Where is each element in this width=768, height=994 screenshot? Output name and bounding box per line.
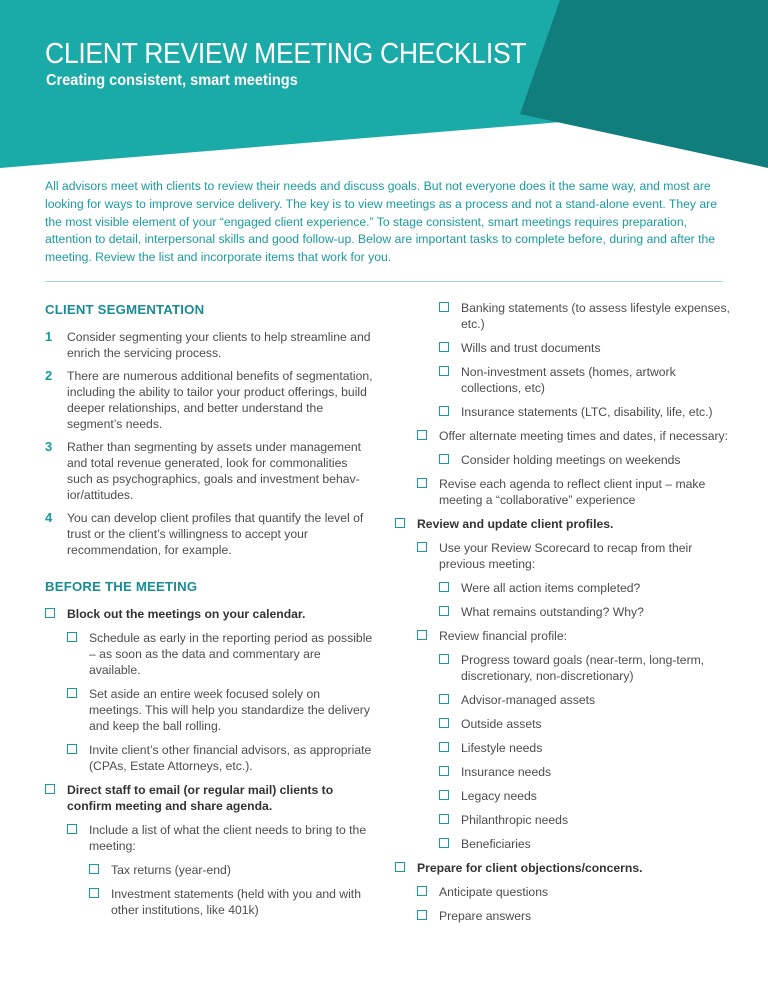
checklist-item xyxy=(45,822,375,854)
item-text: There are numerous additional benefits of segmentation, including the ability to tailor your product offerings, build deeper relationships, and better understand the segment’s needs. xyxy=(67,369,373,431)
checkbox[interactable] xyxy=(417,886,427,896)
checkbox[interactable] xyxy=(439,694,449,704)
checklist-item xyxy=(395,860,735,876)
checklist-item xyxy=(395,884,735,900)
checklist-item xyxy=(45,686,375,734)
checkbox[interactable] xyxy=(439,342,449,352)
checklist-item xyxy=(395,300,735,332)
right-column xyxy=(395,300,735,932)
checklist-item xyxy=(395,364,735,396)
checkbox[interactable] xyxy=(67,744,77,754)
segmentation-list xyxy=(45,329,375,558)
item-text: Consider segmenting your clients to help streamline and enrich the servicing process. xyxy=(67,330,371,360)
checklist-item-text: Legacy needs xyxy=(461,789,537,803)
checkbox[interactable] xyxy=(67,632,77,642)
checkbox[interactable] xyxy=(395,518,405,528)
before-meeting-checklist-right xyxy=(395,300,735,924)
checklist-item-text: Invite client’s other financial advisors, as appropriate (CPAs, Estate Attorneys, etc.). xyxy=(89,743,372,773)
checkbox[interactable] xyxy=(417,910,427,920)
checkbox[interactable] xyxy=(417,430,427,440)
checklist-item xyxy=(45,886,375,918)
checkbox[interactable] xyxy=(439,406,449,416)
checklist-item xyxy=(395,652,735,684)
item-number: 4 xyxy=(45,510,53,525)
checklist-item xyxy=(395,908,735,924)
checklist-item xyxy=(395,604,735,620)
checkbox[interactable] xyxy=(395,862,405,872)
item-number: 1 xyxy=(45,329,53,344)
segmentation-heading: CLIENT SEGMENTATION xyxy=(45,302,205,317)
segmentation-item xyxy=(45,329,375,361)
checkbox[interactable] xyxy=(45,608,55,618)
checklist-item-text: Wills and trust documents xyxy=(461,341,601,355)
section-divider xyxy=(45,281,723,282)
checkbox[interactable] xyxy=(439,718,449,728)
intro-paragraph: All advisors meet with clients to review their needs and discuss goals. But not everyone does it the same way, and most are looking for ways to improve service delivery. The key is to view meetings as a process and not a stand-alone event. They are the most visible element of your “engaged client experience.” To stage consistent, smart meetings requires preparation, attention to detail, interpersonal skills and good follow-up. Below are important tasks to complete before, during and after the meeting. Review the list and incorporate items that work for you. xyxy=(45,179,718,265)
checklist-item-text: Block out the meetings on your calendar. xyxy=(67,607,306,621)
checkbox[interactable] xyxy=(417,478,427,488)
checklist-item-text: Progress toward goals (near-term, long-term, discretionary, non-discretionary) xyxy=(461,653,705,683)
page-subtitle: Creating consistent, smart meetings xyxy=(46,72,298,89)
segmentation-item xyxy=(45,510,375,558)
checklist-item-text: Schedule as early in the reporting period as possible – as soon as the data and commentary are available. xyxy=(89,631,373,677)
checkbox[interactable] xyxy=(417,542,427,552)
item-text: You can develop client profiles that quantify the level of trust or the client’s willingness to accept your recommendation, for example. xyxy=(67,511,364,557)
checklist-item xyxy=(395,812,735,828)
checklist-item xyxy=(395,628,735,644)
checklist-item xyxy=(395,740,735,756)
checklist-item-text: Insurance statements (LTC, disability, life, etc.) xyxy=(461,405,713,419)
checkbox[interactable] xyxy=(417,630,427,640)
checklist-item xyxy=(395,404,735,420)
checklist-item xyxy=(395,716,735,732)
segmentation-item xyxy=(45,368,375,432)
checklist-item xyxy=(45,630,375,678)
checklist-item-text: Banking statements (to assess lifestyle expenses, etc.) xyxy=(461,301,730,331)
checkbox[interactable] xyxy=(439,742,449,752)
checklist-item-text: Include a list of what the client needs to bring to the meeting: xyxy=(89,823,367,853)
checklist-item-text: Non-investment assets (homes, artwork collections, etc) xyxy=(461,365,676,395)
checklist-item xyxy=(395,836,735,852)
checkbox[interactable] xyxy=(439,454,449,464)
segmentation-item xyxy=(45,439,375,503)
checkbox[interactable] xyxy=(89,888,99,898)
banner-dark-shape xyxy=(520,0,768,168)
checkbox[interactable] xyxy=(439,302,449,312)
checkbox[interactable] xyxy=(67,688,77,698)
checklist-item-text: Review and update client profiles. xyxy=(417,517,614,531)
page-title: CLIENT REVIEW MEETING CHECKLIST xyxy=(45,38,527,70)
checklist-item-text: Prepare answers xyxy=(439,909,532,923)
checklist-item-text: Advisor-managed assets xyxy=(461,693,596,707)
checklist-item-text: Philanthropic needs xyxy=(461,813,569,827)
checklist-item-text: Direct staff to email (or regular mail) clients to confirm meeting and share agenda. xyxy=(67,783,334,813)
checkbox[interactable] xyxy=(67,824,77,834)
checkbox[interactable] xyxy=(89,864,99,874)
checklist-item xyxy=(395,476,735,508)
before-meeting-checklist-left xyxy=(45,606,375,918)
checkbox[interactable] xyxy=(439,790,449,800)
checkbox[interactable] xyxy=(439,814,449,824)
checkbox[interactable] xyxy=(439,582,449,592)
checklist-item xyxy=(45,862,375,878)
checklist-item-text: Review financial profile: xyxy=(439,629,568,643)
checklist-item xyxy=(395,764,735,780)
checklist-item-text: Consider holding meetings on weekends xyxy=(461,453,681,467)
checklist-item xyxy=(395,452,735,468)
checklist-item xyxy=(45,606,375,622)
checklist-item-text: Set aside an entire week focused solely on meetings. This will help you standardize the delivery and keep the ball rolling. xyxy=(89,687,370,733)
checklist-item xyxy=(395,788,735,804)
checklist-item-text: Insurance needs xyxy=(461,765,552,779)
checklist-item-text: Use your Review Scorecard to recap from their previous meeting: xyxy=(439,541,693,571)
left-column xyxy=(45,300,375,926)
checkbox[interactable] xyxy=(439,606,449,616)
checklist-item-text: Lifestyle needs xyxy=(461,741,543,755)
checklist-item-text: Prepare for client objections/concerns. xyxy=(417,861,643,875)
checkbox[interactable] xyxy=(439,654,449,664)
checklist-item xyxy=(395,516,735,532)
checklist-item xyxy=(395,540,735,572)
checklist-item-text: Were all action items completed? xyxy=(461,581,641,595)
checkbox[interactable] xyxy=(439,766,449,776)
item-number: 3 xyxy=(45,439,53,454)
checklist-item-text: Offer alternate meeting times and dates, if necessary: xyxy=(439,429,729,443)
checklist-item-text: Beneficiaries xyxy=(461,837,531,851)
checklist-item-text: Investment statements (held with you and with other institutions, like 401k) xyxy=(111,887,361,917)
checkbox[interactable] xyxy=(45,784,55,794)
checklist-item-text: Outside assets xyxy=(461,717,542,731)
item-number: 2 xyxy=(45,368,53,383)
checkbox[interactable] xyxy=(439,838,449,848)
checklist-item-text: Tax returns (year-end) xyxy=(111,863,231,877)
checklist-item xyxy=(395,580,735,596)
checklist-item xyxy=(395,428,735,444)
checklist-item xyxy=(395,340,735,356)
item-text: Rather than segmenting by assets under management and total revenue generated, look for commonalities such as psychographics, goals and investment behav-ior/attitudes. xyxy=(67,440,362,502)
before-meeting-heading: BEFORE THE MEETING xyxy=(45,579,198,594)
checklist-item-text: Revise each agenda to reflect client input – make meeting a “collaborative” experience xyxy=(439,477,706,507)
checklist-item-text: What remains outstanding? Why? xyxy=(461,605,644,619)
checklist-item xyxy=(395,692,735,708)
checklist-item xyxy=(45,782,375,814)
checklist-item-text: Anticipate questions xyxy=(439,885,549,899)
checklist-item xyxy=(45,742,375,774)
checkbox[interactable] xyxy=(439,366,449,376)
